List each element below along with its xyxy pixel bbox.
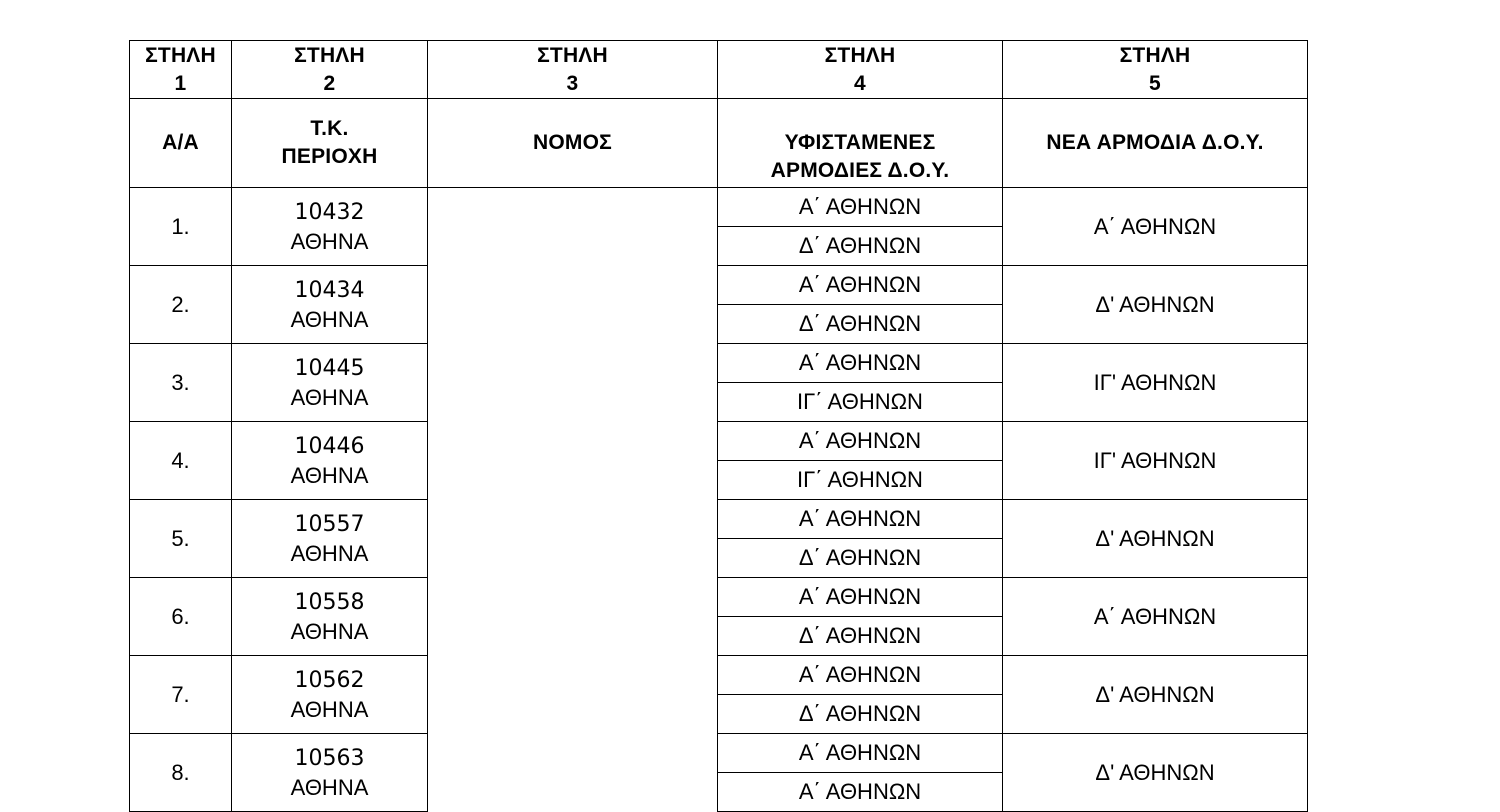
existing-doy: Α΄ ΑΘΗΝΩΝ	[718, 656, 1003, 695]
new-doy: ΙΓ' ΑΘΗΝΩΝ	[1003, 344, 1308, 422]
table-row	[130, 656, 1308, 695]
row-number: 8.	[130, 734, 232, 812]
table-row	[130, 422, 1308, 461]
existing-doy: Δ΄ ΑΘΗΝΩΝ	[718, 305, 1003, 344]
area-name: ΑΘΗΝΑ	[290, 384, 369, 410]
postal-code: 10445	[294, 355, 365, 381]
postal-code-area	[232, 500, 428, 578]
existing-doy: Α΄ ΑΘΗΝΩΝ	[718, 734, 1003, 773]
row-number: 1.	[130, 188, 232, 266]
column-title-row	[130, 99, 1308, 188]
column-number-header: ΣΤΗΛΗ 4	[718, 41, 1003, 99]
postal-code: 10432	[294, 199, 365, 225]
column-number-header: ΣΤΗΛΗ 2	[232, 41, 428, 99]
postal-code: 10563	[294, 745, 365, 771]
new-doy: ΙΓ' ΑΘΗΝΩΝ	[1003, 422, 1308, 500]
postal-code-area	[232, 734, 428, 812]
existing-doy: Δ΄ ΑΘΗΝΩΝ	[718, 617, 1003, 656]
header-nomos: ΝΟΜΟΣ	[428, 99, 718, 188]
postal-code-area	[232, 344, 428, 422]
area-name: ΑΘΗΝΑ	[290, 774, 369, 800]
area-name: ΑΘΗΝΑ	[290, 540, 369, 566]
header-new-doy: ΝΕΑ ΑΡΜΟΔΙΑ Δ.Ο.Υ.	[1003, 99, 1308, 188]
header-tk-area: Τ.Κ. ΠΕΡΙΟΧΗ	[232, 99, 428, 188]
table-row	[130, 188, 1308, 227]
new-doy: Α΄ ΑΘΗΝΩΝ	[1003, 188, 1308, 266]
existing-doy: ΙΓ΄ ΑΘΗΝΩΝ	[718, 461, 1003, 500]
row-number: 4.	[130, 422, 232, 500]
row-number: 7.	[130, 656, 232, 734]
existing-doy: ΙΓ΄ ΑΘΗΝΩΝ	[718, 383, 1003, 422]
existing-doy: Δ΄ ΑΘΗΝΩΝ	[718, 539, 1003, 578]
existing-doy: Α΄ ΑΘΗΝΩΝ	[718, 188, 1003, 227]
existing-doy: Α΄ ΑΘΗΝΩΝ	[718, 344, 1003, 383]
postal-code: 10557	[294, 511, 365, 537]
area-name: ΑΘΗΝΑ	[290, 618, 369, 644]
existing-doy: Α΄ ΑΘΗΝΩΝ	[718, 578, 1003, 617]
table-row	[130, 344, 1308, 383]
postal-code: 10562	[294, 667, 365, 693]
column-number-row	[130, 41, 1308, 99]
table-row	[130, 734, 1308, 773]
existing-doy: Α΄ ΑΘΗΝΩΝ	[718, 422, 1003, 461]
postal-code-area	[232, 266, 428, 344]
existing-doy: Δ΄ ΑΘΗΝΩΝ	[718, 227, 1003, 266]
postal-code: 10558	[294, 589, 365, 615]
new-doy: Δ' ΑΘΗΝΩΝ	[1003, 500, 1308, 578]
table-row	[130, 578, 1308, 617]
postal-code-area	[232, 656, 428, 734]
header-existing-doy: ΥΦΙΣΤΑΜΕΝΕΣ ΑΡΜΟΔΙΕΣ Δ.Ο.Υ.	[718, 99, 1003, 188]
existing-doy: Α΄ ΑΘΗΝΩΝ	[718, 266, 1003, 305]
row-number: 2.	[130, 266, 232, 344]
area-name: ΑΘΗΝΑ	[290, 462, 369, 488]
postal-code-area	[232, 578, 428, 656]
existing-doy: Δ΄ ΑΘΗΝΩΝ	[718, 695, 1003, 734]
new-doy: Δ' ΑΘΗΝΩΝ	[1003, 734, 1308, 812]
table-row	[130, 266, 1308, 305]
new-doy: Δ' ΑΘΗΝΩΝ	[1003, 656, 1308, 734]
header-aa: Α/Α	[130, 99, 232, 188]
row-number: 6.	[130, 578, 232, 656]
postal-code: 10446	[294, 433, 365, 459]
doy-table	[129, 40, 1308, 812]
new-doy: Δ' ΑΘΗΝΩΝ	[1003, 266, 1308, 344]
column-number-header: ΣΤΗΛΗ 1	[130, 41, 232, 99]
table-row	[130, 500, 1308, 539]
nomos-cell	[428, 188, 718, 812]
postal-code-area	[232, 188, 428, 266]
postal-code-area	[232, 422, 428, 500]
column-number-header: ΣΤΗΛΗ 3	[428, 41, 718, 99]
table-body	[130, 188, 1308, 812]
existing-doy: Α΄ ΑΘΗΝΩΝ	[718, 500, 1003, 539]
postal-code: 10434	[294, 277, 365, 303]
new-doy: Α΄ ΑΘΗΝΩΝ	[1003, 578, 1308, 656]
area-name: ΑΘΗΝΑ	[290, 696, 369, 722]
area-name: ΑΘΗΝΑ	[290, 228, 369, 254]
row-number: 3.	[130, 344, 232, 422]
area-name: ΑΘΗΝΑ	[290, 306, 369, 332]
row-number: 5.	[130, 500, 232, 578]
column-number-header: ΣΤΗΛΗ 5	[1003, 41, 1308, 99]
existing-doy: Α΄ ΑΘΗΝΩΝ	[718, 773, 1003, 812]
